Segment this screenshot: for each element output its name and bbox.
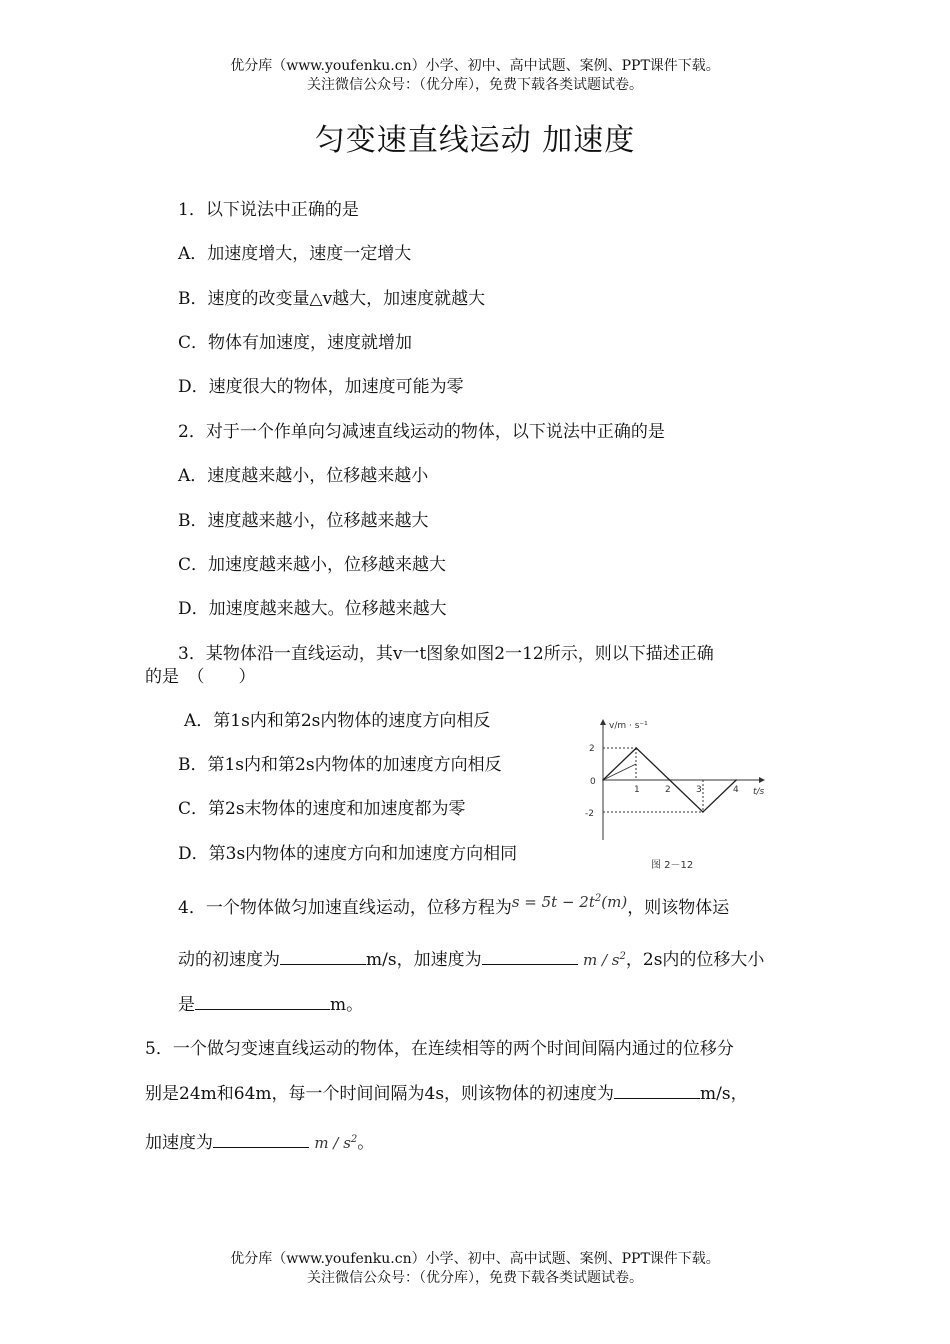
figure-caption: 图 2－12: [651, 860, 694, 871]
q4-blank-acceleration[interactable]: [482, 950, 578, 965]
y-tick-2: 2: [589, 744, 595, 754]
q5-line-1: 5．一个做匀变速直线运动的物体，在连续相等的两个时间间隔内通过的位移分: [145, 1039, 734, 1059]
q3-option-c: C．第2s末物体的速度和加速度都为零: [178, 799, 466, 819]
q3-option-a: A．第1s内和第2s内物体的速度方向相反: [184, 711, 491, 731]
q4-formula: $s = 5t - 2t^2(m)$: [511, 893, 628, 911]
q3-stem-line-2: 的是 （ ）: [145, 667, 256, 687]
q5-line-3: [145, 1128, 374, 1153]
x-axis-arrow: [759, 777, 765, 783]
q3-option-b: B．第1s内和第2s内物体的加速度方向相反: [178, 755, 502, 775]
y-tick-0: 0: [590, 777, 596, 787]
footer-line-2: 关注微信公众号：（优分库），免费下载各类试题试卷。: [307, 1270, 643, 1286]
x-tick-2: 2: [665, 785, 671, 795]
q4-line2-a: 动的初速度为: [178, 950, 280, 970]
vt-point-1: [636, 747, 638, 749]
page-title: 匀变速直线运动 加速度: [314, 123, 636, 158]
vt-point-3: [702, 811, 704, 813]
q5-blank-acceleration[interactable]: [213, 1133, 309, 1148]
x-axis-label: t/s: [753, 787, 765, 797]
q1-option-b: B．速度的改变量△v越大，加速度就越大: [178, 289, 486, 309]
q1-option-a: A．加速度增大，速度一定增大: [178, 244, 412, 264]
q2-option-a: A．速度越来越小，位移越来越小: [178, 466, 429, 486]
header-line-1: 优分库（www.youfenku.cn）小学、初中、高中试题、案例、PPT课件下载。: [230, 58, 720, 74]
q4-formula-tail: (m): [601, 893, 628, 911]
q1-option-c: C．物体有加速度，速度就增加: [178, 333, 413, 353]
q3-option-d: D．第3s内物体的速度方向和加速度方向相同: [178, 844, 518, 864]
x-tick-1: 1: [634, 785, 640, 795]
q4-line2-c: ，2s内的位移大小: [625, 950, 765, 970]
q4-unit: m / $s^2$: [582, 951, 626, 969]
q5-unit: m / $s^2$: [314, 1134, 358, 1152]
q1-option-d: D．速度很大的物体，加速度可能为零: [178, 377, 464, 397]
q4-line-1: [178, 893, 729, 918]
q4-blank-initial-velocity[interactable]: [280, 950, 366, 965]
q3-stem-line-1: 3．某物体沿一直线运动，其v一t图象如图2一12所示，则以下描述正确: [178, 644, 714, 664]
q2-stem: 2．对于一个作单向匀减速直线运动的物体，以下说法中正确的是: [178, 422, 665, 442]
q4-formula-main: s = 5t − 2t: [511, 893, 595, 911]
header-line-2: 关注微信公众号：（优分库），免费下载各类试题试卷。: [307, 77, 643, 93]
q5-line3-a: 加速度为: [145, 1133, 213, 1153]
y-tick-neg2: -2: [585, 809, 594, 819]
q5-line3-b: 。: [357, 1133, 375, 1153]
vt-point-0: [602, 779, 604, 781]
vt-point-2: [669, 779, 671, 781]
x-tick-4: 4: [733, 785, 739, 795]
guide-diagonal: [603, 764, 636, 780]
vt-point-4: [735, 779, 737, 781]
q4-line3-b: m。: [330, 995, 364, 1015]
q5-line2-b: m/s，: [700, 1084, 748, 1104]
q4-line-2: [178, 945, 764, 970]
q2-option-b: B．速度越来越小，位移越来越大: [178, 511, 429, 531]
footer-line-1: 优分库（www.youfenku.cn）小学、初中、高中试题、案例、PPT课件下载。: [230, 1251, 720, 1267]
x-tick-3: 3: [696, 785, 702, 795]
q4-line2-b: m/s，加速度为: [366, 950, 482, 970]
q5-unit-text: m / s: [314, 1134, 351, 1152]
vt-graph-figure: [583, 710, 783, 875]
q4-part-1: 4．一个物体做匀加速直线运动，位移方程为: [178, 898, 512, 918]
q5-blank-initial-velocity[interactable]: [614, 1084, 700, 1099]
q4-line-3: [178, 990, 363, 1015]
q4-blank-displacement[interactable]: [195, 995, 330, 1010]
q5-line2-a: 别是24m和64m，每一个时间间隔为4s，则该物体的初速度为: [145, 1084, 615, 1104]
q4-part-2: ，则该物体运: [627, 898, 730, 918]
q2-option-c: C．加速度越来越小，位移越来越大: [178, 555, 447, 575]
q4-line3-a: 是: [178, 995, 195, 1015]
q4-unit-text: m / s: [582, 951, 620, 969]
q2-option-d: D．加速度越来越大。位移越来越大: [178, 599, 447, 619]
y-axis-arrow: [600, 719, 606, 725]
q5-line-2: [145, 1079, 748, 1104]
q1-stem: 1．以下说法中正确的是: [178, 200, 359, 220]
y-axis-label: v/m · s⁻¹: [609, 721, 648, 731]
